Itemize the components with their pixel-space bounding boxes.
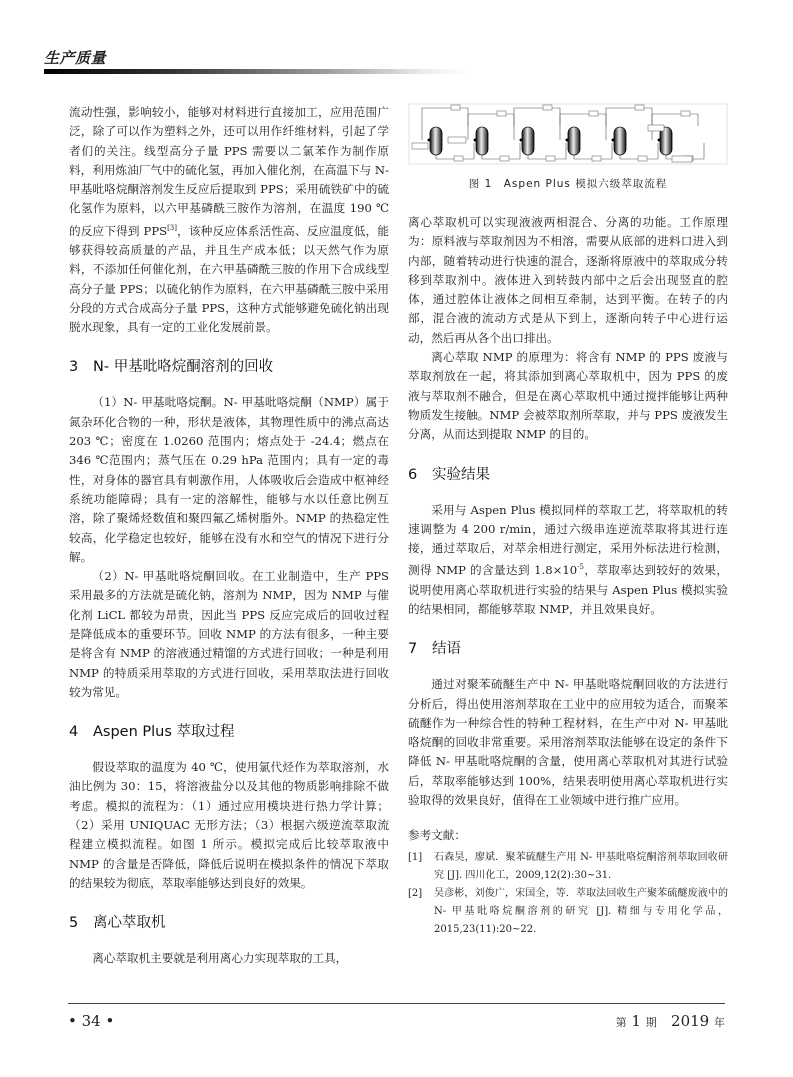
results-text-tail: ，萃取率达到较好的效果，说明使用离心萃取机进行实验的结果与 Aspen Plus 模拟实验的结果相同，都能够萃取 NMP，并且效果良好。: [408, 563, 728, 616]
section-title: 离心萃取机: [93, 915, 166, 932]
section-6-heading: [408, 465, 728, 485]
stream-label-box: [497, 111, 506, 116]
reference-text: 石森昊，廖斌．聚苯硫醚生产用 N- 甲基吡咯烷酮溶剂萃取回收研究 [J]. 四川化工，2009,12(2):30~31.: [434, 851, 728, 881]
feed-inlet-icon: [658, 139, 661, 142]
footer-divider: [68, 1003, 725, 1004]
section-title: 结语: [432, 641, 461, 658]
intro-paragraph: [69, 103, 389, 337]
feed-inlet-icon: [474, 139, 477, 142]
reference-text: 吴彦彬，刘俊广，宋国全，等．萃取法回收生产聚苯硫醚废液中的 N- 甲基吡咯烷酮溶剂的研究 [J]. 精细与专用化学品，2015,23(11):20~22.: [434, 887, 728, 935]
issue-suffix: 期: [645, 1016, 657, 1029]
extractor-vessel-icon: [522, 127, 534, 155]
section-5-paragraph-1: 离心萃取机主要就是利用离心力实现萃取的工具，: [92, 951, 348, 966]
intro-text-tail: ，该种反应体系活性高、反应温度低，能够获得较高质量的产品，并且生产成本低；以天然气作为原料，不添加任何催化剂，在六甲基磷酰三胺的作用下合成线型高分子量 PPS；以硫化钠作为原料，在六甲基磷酰三胺中采用分段的方式合成高分子量 PPS，这种方式能够避免硫化钠出现脱水现象，具有一定的工业化发展前景。: [69, 223, 389, 335]
stream-line: [468, 114, 514, 140]
section-5-paragraph-1-continued: 离心萃取机可以实现液液两相混合、分离的功能。工作原理为：原料液与萃取剂因为不相溶，需要从底部的进料口进入到内部，随着转动进行快速的混合，逐渐将原液中的萃取成分转移到萃取剂中。液体进入到转鼓内部中之后会出现竖直的腔体，通过腔体让液体之间相互牵制，达到平衡。在转子的内部，混合液的流动方式是从下到上，逐渐向转子中心进行运动，然后再从各个出口排出。: [408, 215, 728, 345]
feed-inlet-icon: [612, 139, 615, 142]
section-4-paragraph-1: 假设萃取的温度为 40 ℃，使用氯代烃作为萃取溶剂，水油比例为 30：15，将溶液盐分以及其他的物质影响排除不做考虑。模拟的流程为：（1）通过应用模块进行热力学计算；（2）采用 UNIQUAC 无形方法；（3）根据六级逆流萃取流程建立模拟流程。如图 1 所示。模拟完成后比较萃取液中 NMP 的含量是否降低，降低后说明在模拟条件的情况下萃取的结果较为彻底，萃取率能够达到良好的效果。: [69, 760, 389, 890]
page-number: • 34 •: [68, 1012, 115, 1030]
extract-block: [448, 137, 466, 143]
stream-line: [606, 108, 652, 140]
year-suffix: 年: [714, 1016, 725, 1029]
results-text: 采用与 Aspen Plus 模拟同样的萃取工艺，将萃取机的转速调整为 4 200 r/min，通过六级串连逆流萃取将其进行连接，通过萃取后，对萃余相进行测定，采用外标法进行检测，测得 NMP 的含量达到 1.8×10: [408, 502, 728, 578]
extractor-vessel-icon: [614, 127, 626, 155]
section-6-paragraph-1: [408, 501, 728, 620]
aspen-flowsheet-diagram: [408, 103, 728, 165]
stream-label-box: [543, 105, 552, 110]
references-heading: 参考文献：: [408, 828, 466, 843]
extractor-vessel-icon: [430, 127, 442, 155]
year: 2019: [671, 1012, 710, 1030]
feed-inlet-icon: [566, 139, 569, 142]
section-4-heading: [69, 722, 389, 742]
extractor-vessel-icon: [476, 127, 488, 155]
section-3-heading: [69, 357, 389, 377]
section-title: Aspen Plus 萃取过程: [93, 724, 235, 741]
section-number: 5: [69, 915, 79, 932]
reference-number: [2]: [408, 887, 423, 899]
reference-number: [1]: [408, 851, 423, 863]
section-7-heading: [408, 639, 728, 659]
feed-inlet-icon: [428, 139, 431, 142]
stream-label-box: [451, 105, 460, 110]
stream-label-box: [454, 156, 463, 161]
reference-item: [408, 849, 728, 885]
figure-caption: 图 1 Aspen Plus 模拟六级萃取流程: [468, 178, 668, 190]
intro-text: 流动性强，影响较小，能够对材料进行直接加工，应用范围广泛，除了可以作为塑料之外，还可以用作纤维材料，引起了学者们的关注。线型高分子量 PPS 需要以二氯苯作为制作原料，利用炼油厂气中的硫化氢，再加入催化剂，在高温下与 N- 甲基吡咯烷酮溶剂发生反应后提取到 PPS；采用硫铁矿中的硫化氢作为原料，以六甲基磷酰三胺作为溶剂，在温度 190 ℃的反应下得到 PPS: [69, 105, 389, 238]
solvent-block: [648, 125, 664, 131]
stream-label-box: [589, 111, 598, 116]
stream-line: [560, 114, 606, 140]
section-7-paragraph-1: 通过对聚苯硫醚生产中 N- 甲基吡咯烷酮回收的方法进行分析后，得出使用溶剂萃取在工业中的应用较为适合，而聚苯硫醚作为一种综合性的特种工程材料，在生产中对 N- 甲基吡咯烷酮的回收非常重要。采用溶剂萃取法能够在设定的条件下降低 N- 甲基吡咯烷酮的含量，使用离心萃取机对其进行试验后，萃取率能够达到 100%，结果表明使用离心萃取机进行实验取得的效果良好，值得在工业领域中进行推广应用。: [408, 677, 728, 807]
issue-prefix: 第: [615, 1016, 627, 1029]
raffinate-block: [672, 156, 692, 162]
stream-label-box: [500, 156, 509, 161]
stream-label-box: [592, 156, 601, 161]
issue-number: 1: [631, 1012, 641, 1030]
left-column: [69, 103, 389, 969]
journal-section-title: 生产质量: [44, 49, 107, 67]
section-number: 6: [408, 466, 418, 483]
stream-line: [514, 108, 560, 140]
right-column: [408, 213, 728, 939]
section-title: N- 甲基吡咯烷酮溶剂的回收: [93, 359, 274, 376]
stream-line: [422, 108, 468, 140]
section-5-paragraph-2: 离心萃取 NMP 的原理为：将含有 NMP 的 PPS 废液与萃取剂放在一起，将其添加到离心萃取机中，因为 PPS 的废液与萃取剂不融合，但是在离心萃取机中通过搅拌能够让两种物质发生接触。NMP 会被萃取剂所萃取，并与 PPS 废液发生分离，从而达到提取 NMP 的目的。: [408, 350, 728, 442]
feed-inlet-icon: [520, 139, 523, 142]
section-number: 3: [69, 359, 79, 376]
reference-item: [408, 885, 728, 939]
section-title: 实验结果: [432, 466, 490, 483]
header-gradient-bar: [44, 69, 470, 74]
stream-label-box: [635, 105, 644, 110]
figure-1: [408, 103, 728, 191]
stream-label-box: [681, 111, 690, 116]
exponent: -5: [577, 563, 584, 572]
section-3-paragraph-2: （2）N- 甲基吡咯烷酮回收。在工业制造中，生产 PPS 采用最多的方法就是硫化钠，溶剂为 NMP，因为 NMP 与催化剂 LiCL 都较为昂贵，因此当 PPS 反应完成后的回收过程是降低成本的重要环节。回收 NMP 的方法有很多，一种主要是将含有 NMP 的溶液通过精馏的方式进行回收；一种是利用 NMP 的特质采用萃取的方式进行回收，采用萃取法进行回收较为常见。: [69, 569, 389, 699]
citation-ref: [3]: [167, 223, 177, 232]
section-5-heading: [69, 913, 389, 933]
extractor-vessel-icon: [568, 127, 580, 155]
section-number: 4: [69, 724, 79, 741]
issue-info: [616, 1012, 725, 1030]
feed-block: [412, 143, 428, 149]
section-3-paragraph-1: （1）N- 甲基吡咯烷酮。N- 甲基吡咯烷酮（NMP）属于氮杂环化合物的一种，形状是液体，其物理性质中的沸点高达 203 ℃；密度在 1.0260 范围内；熔点处于 -24.4；燃点在 346 ℃范围内；蒸气压在 0.29 hPa 范围内；具有一定的毒性，对身体的器官具有刺激作用，人体吸收后会造成中枢神经系统功能障碍；具有一定的溶解性，能够与水以任意比例互溶，除了聚烯烃数值和聚四氟乙烯树脂外。NMP 的热稳定性较高，化学稳定也较好，能够在没有水和空气的情况下进行分解。: [69, 395, 389, 564]
section-number: 7: [408, 641, 418, 658]
stream-label-box: [546, 156, 555, 161]
stream-label-box: [638, 156, 647, 161]
